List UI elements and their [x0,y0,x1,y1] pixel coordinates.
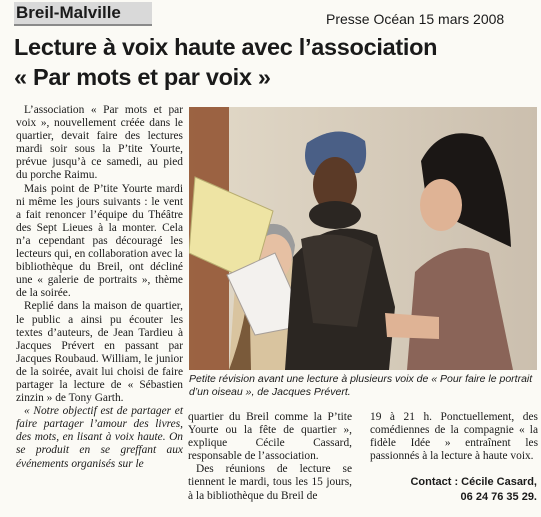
article-column-2 [188,411,352,503]
article-column-1 [16,104,183,471]
headline-line-1: Lecture à voix haute avec l’association [14,34,438,60]
photo-caption: Petite révision avant une lecture à plusieurs voix de « Pour faire le portrait d’un oiseau », de Jacques Prévert. [189,373,533,398]
paragraph: 19 à 21 h. Ponctuellement, des comédiennes de la compagnie « la fidèle Idée » entraînent les passionnés à la lecture à haute voix. [370,411,538,463]
paragraph: Des réunions de lecture se tiennent le mardi, tous les 15 jours, à la bibliothèque du Breil de [188,463,352,502]
photo-illustration [189,107,537,370]
contact-name: Contact : Cécile Casard, [410,476,537,488]
headline [14,32,529,92]
article-column-3 [370,411,538,463]
paragraph: « Notre objectif est de partager et faire partager l’amour des livres, des mots, en lisant à voix haute. On se produit en se greffant aux événements organisés sur le [16,405,183,470]
contact-phone: 06 24 76 35 29. [460,491,537,503]
paragraph: Replié dans la maison de quartier, le public a ainsi pu écouter les textes d’auteurs, de Jean Tardieu à Jacques Prévert en passant par Jacques Roubaud. William, le junior de la soirée, avait lui choisi de faire partager la lecture de « Sébastien zinzin » de Tony Garth. [16,300,183,405]
paragraph: Mais point de P’tite Yourte mardi ni même les jours suivants : le vent a fait renoncer l’équipe du Théâtre des Sept Lieues à la monter. Cela n’a cependant pas découragé les lecteurs qui, en collaboration avec la bibliothèque du Breil, ont décliné une « galerie de portraits », thème de la soirée. [16,182,183,300]
paragraph: L’association « Par mots et par voix », nouvellement créée dans le quartier, devait faire des lectures mardi soir sous la P’tite Yourte, prévue jusqu’à ce samedi, au pied du porche Raimu. [16,104,183,182]
paragraph: quartier du Breil comme la P’tite Yourte ou la fête de quartier », explique Cécile Cassard, responsable de l’association. [188,411,352,463]
section-label: Breil-Malville [14,2,152,26]
source-line: Presse Océan 15 mars 2008 [326,11,505,27]
contact-block [370,475,537,505]
article-photo [189,107,537,370]
headline-line-2: « Par mots et par voix » [14,64,271,90]
